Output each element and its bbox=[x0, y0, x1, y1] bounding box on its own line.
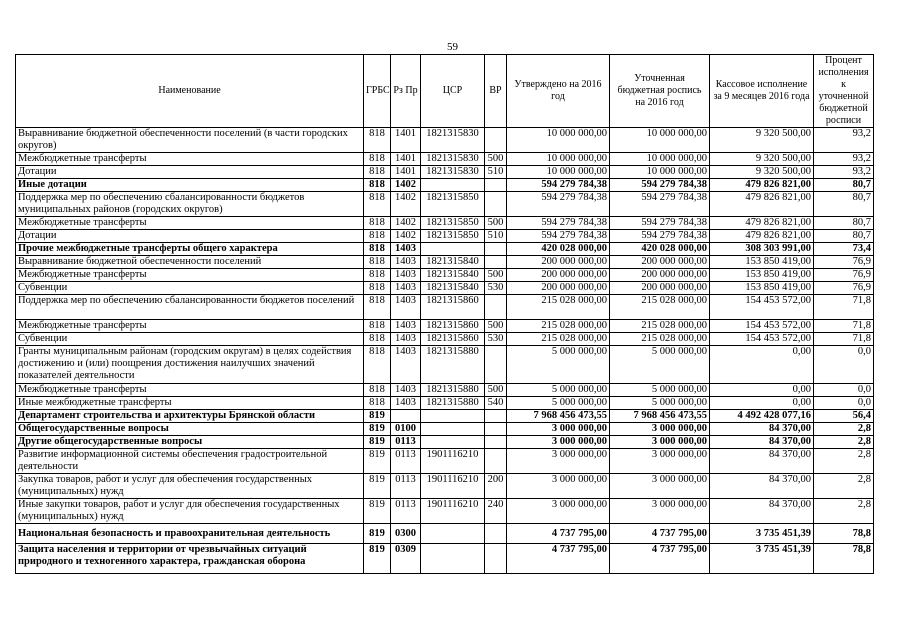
cell-percent: 93,2 bbox=[814, 166, 874, 179]
cell-csr: 1821315860 bbox=[421, 333, 485, 346]
cell-grbs: 819 bbox=[364, 423, 391, 436]
cell-csr bbox=[421, 410, 485, 423]
cell-percent: 80,7 bbox=[814, 179, 874, 192]
cell-approved: 200 000 000,00 bbox=[507, 282, 610, 295]
cell-grbs: 818 bbox=[364, 153, 391, 166]
cell-percent: 73,4 bbox=[814, 243, 874, 256]
cell-approved: 200 000 000,00 bbox=[507, 256, 610, 269]
table-row bbox=[16, 153, 874, 166]
cell-grbs: 819 bbox=[364, 499, 391, 524]
cell-percent: 76,9 bbox=[814, 256, 874, 269]
table-row bbox=[16, 230, 874, 243]
cell-percent: 78,8 bbox=[814, 544, 874, 574]
header-name: Наименование bbox=[16, 55, 364, 128]
cell-approved: 7 968 456 473,55 bbox=[507, 410, 610, 423]
cell-rzpr: 1403 bbox=[391, 384, 421, 397]
cell-vr bbox=[485, 192, 507, 217]
cell-rzpr: 0309 bbox=[391, 544, 421, 574]
cell-refined: 5 000 000,00 bbox=[610, 384, 710, 397]
cell-name: Субвенции bbox=[16, 282, 364, 295]
table-row bbox=[16, 128, 874, 153]
cell-cash: 84 370,00 bbox=[710, 449, 814, 474]
table-row bbox=[16, 295, 874, 320]
cell-csr bbox=[421, 524, 485, 544]
table-row bbox=[16, 269, 874, 282]
cell-vr bbox=[485, 256, 507, 269]
cell-approved: 3 000 000,00 bbox=[507, 423, 610, 436]
cell-refined: 594 279 784,38 bbox=[610, 230, 710, 243]
cell-grbs: 819 bbox=[364, 436, 391, 449]
cell-grbs: 819 bbox=[364, 524, 391, 544]
cell-rzpr: 1403 bbox=[391, 243, 421, 256]
cell-percent: 80,7 bbox=[814, 192, 874, 217]
cell-grbs: 818 bbox=[364, 384, 391, 397]
cell-cash: 154 453 572,00 bbox=[710, 333, 814, 346]
table-row bbox=[16, 524, 874, 544]
cell-percent: 93,2 bbox=[814, 153, 874, 166]
header-grbs: ГРБС bbox=[364, 55, 391, 128]
cell-vr: 240 bbox=[485, 499, 507, 524]
cell-grbs: 818 bbox=[364, 320, 391, 333]
cell-csr: 1821315850 bbox=[421, 217, 485, 230]
cell-vr bbox=[485, 410, 507, 423]
cell-cash: 84 370,00 bbox=[710, 499, 814, 524]
cell-csr bbox=[421, 436, 485, 449]
cell-refined: 215 028 000,00 bbox=[610, 320, 710, 333]
cell-vr: 510 bbox=[485, 230, 507, 243]
cell-rzpr: 1403 bbox=[391, 320, 421, 333]
cell-refined: 3 000 000,00 bbox=[610, 423, 710, 436]
cell-approved: 10 000 000,00 bbox=[507, 166, 610, 179]
table-row bbox=[16, 243, 874, 256]
cell-percent: 2,8 bbox=[814, 436, 874, 449]
cell-grbs: 818 bbox=[364, 282, 391, 295]
cell-approved: 4 737 795,00 bbox=[507, 544, 610, 574]
cell-refined: 5 000 000,00 bbox=[610, 397, 710, 410]
cell-refined: 200 000 000,00 bbox=[610, 282, 710, 295]
cell-csr: 1821315840 bbox=[421, 282, 485, 295]
cell-grbs: 818 bbox=[364, 295, 391, 320]
cell-rzpr: 0300 bbox=[391, 524, 421, 544]
cell-percent: 2,8 bbox=[814, 423, 874, 436]
cell-cash: 154 453 572,00 bbox=[710, 320, 814, 333]
cell-vr: 530 bbox=[485, 333, 507, 346]
cell-rzpr: 1403 bbox=[391, 269, 421, 282]
cell-grbs: 818 bbox=[364, 243, 391, 256]
cell-refined: 200 000 000,00 bbox=[610, 269, 710, 282]
cell-refined: 5 000 000,00 bbox=[610, 346, 710, 384]
cell-csr: 1901116210 bbox=[421, 499, 485, 524]
cell-percent: 2,8 bbox=[814, 449, 874, 474]
cell-csr: 1821315850 bbox=[421, 192, 485, 217]
cell-rzpr: 1403 bbox=[391, 333, 421, 346]
cell-csr bbox=[421, 423, 485, 436]
cell-vr bbox=[485, 346, 507, 384]
cell-name: Межбюджетные трансферты bbox=[16, 153, 364, 166]
cell-cash: 154 453 572,00 bbox=[710, 295, 814, 320]
cell-approved: 10 000 000,00 bbox=[507, 153, 610, 166]
cell-cash: 153 850 419,00 bbox=[710, 269, 814, 282]
cell-name: Иные межбюджетные трансферты bbox=[16, 397, 364, 410]
table-row bbox=[16, 423, 874, 436]
cell-cash: 153 850 419,00 bbox=[710, 256, 814, 269]
cell-approved: 3 000 000,00 bbox=[507, 449, 610, 474]
cell-rzpr: 1402 bbox=[391, 179, 421, 192]
cell-name: Межбюджетные трансферты bbox=[16, 269, 364, 282]
cell-csr bbox=[421, 179, 485, 192]
cell-rzpr bbox=[391, 410, 421, 423]
cell-approved: 5 000 000,00 bbox=[507, 397, 610, 410]
cell-approved: 5 000 000,00 bbox=[507, 384, 610, 397]
table-row bbox=[16, 449, 874, 474]
cell-percent: 2,8 bbox=[814, 499, 874, 524]
cell-vr bbox=[485, 524, 507, 544]
cell-refined: 10 000 000,00 bbox=[610, 166, 710, 179]
cell-percent: 2,8 bbox=[814, 474, 874, 499]
cell-cash: 84 370,00 bbox=[710, 474, 814, 499]
cell-cash: 479 826 821,00 bbox=[710, 179, 814, 192]
cell-csr: 1821315830 bbox=[421, 153, 485, 166]
table-row bbox=[16, 474, 874, 499]
cell-name: Выравнивание бюджетной обеспеченности поселений bbox=[16, 256, 364, 269]
cell-csr: 1821315830 bbox=[421, 128, 485, 153]
cell-rzpr: 1403 bbox=[391, 397, 421, 410]
cell-name: Общегосударственные вопросы bbox=[16, 423, 364, 436]
cell-rzpr: 0113 bbox=[391, 499, 421, 524]
cell-approved: 3 000 000,00 bbox=[507, 499, 610, 524]
table-row bbox=[16, 436, 874, 449]
cell-rzpr: 1403 bbox=[391, 295, 421, 320]
cell-refined: 7 968 456 473,55 bbox=[610, 410, 710, 423]
cell-name: Гранты муниципальным районам (городским округам) в целях содействия достижению и (или) поощрения достижения наилучших значений показателей деятельности bbox=[16, 346, 364, 384]
cell-csr: 1821315860 bbox=[421, 320, 485, 333]
cell-grbs: 819 bbox=[364, 474, 391, 499]
cell-grbs: 818 bbox=[364, 128, 391, 153]
cell-csr: 1821315830 bbox=[421, 166, 485, 179]
table-row bbox=[16, 256, 874, 269]
cell-name: Поддержка мер по обеспечению сбалансированности бюджетов муниципальных районов (городских округов) bbox=[16, 192, 364, 217]
cell-approved: 594 279 784,38 bbox=[507, 217, 610, 230]
cell-refined: 3 000 000,00 bbox=[610, 449, 710, 474]
cell-vr bbox=[485, 179, 507, 192]
cell-rzpr: 0113 bbox=[391, 474, 421, 499]
cell-cash: 84 370,00 bbox=[710, 423, 814, 436]
cell-approved: 215 028 000,00 bbox=[507, 295, 610, 320]
cell-grbs: 818 bbox=[364, 166, 391, 179]
cell-approved: 5 000 000,00 bbox=[507, 346, 610, 384]
cell-percent: 78,8 bbox=[814, 524, 874, 544]
cell-cash: 4 492 428 077,16 bbox=[710, 410, 814, 423]
table-row bbox=[16, 282, 874, 295]
cell-refined: 10 000 000,00 bbox=[610, 128, 710, 153]
cell-name: Межбюджетные трансферты bbox=[16, 384, 364, 397]
cell-rzpr: 1401 bbox=[391, 153, 421, 166]
cell-vr: 500 bbox=[485, 217, 507, 230]
table-row bbox=[16, 499, 874, 524]
header-csr: ЦСР bbox=[421, 55, 485, 128]
cell-rzpr: 1402 bbox=[391, 192, 421, 217]
cell-grbs: 818 bbox=[364, 256, 391, 269]
cell-name: Защита населения и территории от чрезвычайных ситуаций природного и техногенного характера, гражданская оборона bbox=[16, 544, 364, 574]
cell-percent: 0,0 bbox=[814, 384, 874, 397]
cell-grbs: 818 bbox=[364, 192, 391, 217]
cell-name: Дотации bbox=[16, 230, 364, 243]
cell-refined: 215 028 000,00 bbox=[610, 333, 710, 346]
cell-vr: 510 bbox=[485, 166, 507, 179]
cell-name: Поддержка мер по обеспечению сбалансированности бюджетов поселений bbox=[16, 295, 364, 320]
cell-csr bbox=[421, 544, 485, 574]
header-approved: Утверждено на 2016 год bbox=[507, 55, 610, 128]
cell-vr: 530 bbox=[485, 282, 507, 295]
cell-cash: 0,00 bbox=[710, 384, 814, 397]
cell-percent: 76,9 bbox=[814, 269, 874, 282]
cell-approved: 215 028 000,00 bbox=[507, 320, 610, 333]
cell-refined: 3 000 000,00 bbox=[610, 499, 710, 524]
cell-approved: 594 279 784,38 bbox=[507, 192, 610, 217]
cell-approved: 200 000 000,00 bbox=[507, 269, 610, 282]
cell-cash: 9 320 500,00 bbox=[710, 128, 814, 153]
cell-csr: 1901116210 bbox=[421, 449, 485, 474]
cell-refined: 215 028 000,00 bbox=[610, 295, 710, 320]
table-row bbox=[16, 397, 874, 410]
cell-vr: 500 bbox=[485, 384, 507, 397]
cell-percent: 76,9 bbox=[814, 282, 874, 295]
table-row bbox=[16, 346, 874, 384]
cell-cash: 0,00 bbox=[710, 397, 814, 410]
cell-approved: 10 000 000,00 bbox=[507, 128, 610, 153]
header-percent: Процент исполнения к уточненной бюджетной росписи bbox=[814, 55, 874, 128]
cell-refined: 3 000 000,00 bbox=[610, 474, 710, 499]
cell-csr: 1821315850 bbox=[421, 230, 485, 243]
cell-rzpr: 1402 bbox=[391, 230, 421, 243]
cell-grbs: 818 bbox=[364, 269, 391, 282]
cell-name: Межбюджетные трансферты bbox=[16, 217, 364, 230]
cell-csr: 1821315880 bbox=[421, 384, 485, 397]
cell-vr bbox=[485, 128, 507, 153]
cell-cash: 479 826 821,00 bbox=[710, 230, 814, 243]
cell-refined: 4 737 795,00 bbox=[610, 544, 710, 574]
cell-grbs: 818 bbox=[364, 230, 391, 243]
cell-cash: 3 735 451,39 bbox=[710, 544, 814, 574]
cell-csr: 1821315840 bbox=[421, 256, 485, 269]
cell-name: Департамент строительства и архитектуры Брянской области bbox=[16, 410, 364, 423]
table-row bbox=[16, 217, 874, 230]
cell-rzpr: 1403 bbox=[391, 346, 421, 384]
cell-name: Развитие информационной системы обеспечения градостроительной деятельности bbox=[16, 449, 364, 474]
cell-cash: 84 370,00 bbox=[710, 436, 814, 449]
cell-csr bbox=[421, 243, 485, 256]
header-row bbox=[16, 55, 874, 128]
cell-approved: 3 000 000,00 bbox=[507, 436, 610, 449]
cell-refined: 10 000 000,00 bbox=[610, 153, 710, 166]
table-row bbox=[16, 544, 874, 574]
cell-approved: 594 279 784,38 bbox=[507, 230, 610, 243]
cell-refined: 420 028 000,00 bbox=[610, 243, 710, 256]
cell-rzpr: 1401 bbox=[391, 128, 421, 153]
cell-cash: 479 826 821,00 bbox=[710, 217, 814, 230]
cell-name: Прочие межбюджетные трансферты общего характера bbox=[16, 243, 364, 256]
cell-grbs: 818 bbox=[364, 179, 391, 192]
table-row bbox=[16, 410, 874, 423]
cell-name: Выравнивание бюджетной обеспеченности поселений (в части городских округов) bbox=[16, 128, 364, 153]
budget-table bbox=[15, 54, 874, 574]
cell-vr bbox=[485, 295, 507, 320]
cell-grbs: 818 bbox=[364, 217, 391, 230]
table-row bbox=[16, 320, 874, 333]
cell-refined: 3 000 000,00 bbox=[610, 436, 710, 449]
table-body bbox=[16, 128, 874, 574]
cell-name: Иные закупки товаров, работ и услуг для обеспечения государственных (муниципальных) нужд bbox=[16, 499, 364, 524]
cell-percent: 56,4 bbox=[814, 410, 874, 423]
cell-approved: 215 028 000,00 bbox=[507, 333, 610, 346]
cell-grbs: 819 bbox=[364, 410, 391, 423]
cell-percent: 80,7 bbox=[814, 230, 874, 243]
cell-rzpr: 0100 bbox=[391, 423, 421, 436]
cell-name: Закупка товаров, работ и услуг для обеспечения государственных (муниципальных) нужд bbox=[16, 474, 364, 499]
cell-grbs: 819 bbox=[364, 544, 391, 574]
cell-name: Иные дотации bbox=[16, 179, 364, 192]
cell-csr: 1901116210 bbox=[421, 474, 485, 499]
header-vr: ВР bbox=[485, 55, 507, 128]
cell-percent: 0,0 bbox=[814, 397, 874, 410]
cell-name: Субвенции bbox=[16, 333, 364, 346]
cell-name: Дотации bbox=[16, 166, 364, 179]
cell-vr bbox=[485, 544, 507, 574]
cell-refined: 200 000 000,00 bbox=[610, 256, 710, 269]
cell-csr: 1821315840 bbox=[421, 269, 485, 282]
header-refined: Уточненная бюджетная роспись на 2016 год bbox=[610, 55, 710, 128]
cell-rzpr: 1401 bbox=[391, 166, 421, 179]
cell-vr: 500 bbox=[485, 153, 507, 166]
table-row bbox=[16, 179, 874, 192]
table-row bbox=[16, 333, 874, 346]
cell-refined: 594 279 784,38 bbox=[610, 192, 710, 217]
cell-percent: 71,8 bbox=[814, 333, 874, 346]
cell-vr bbox=[485, 423, 507, 436]
table-row bbox=[16, 166, 874, 179]
cell-name: Другие общегосударственные вопросы bbox=[16, 436, 364, 449]
cell-rzpr: 0113 bbox=[391, 449, 421, 474]
cell-percent: 71,8 bbox=[814, 320, 874, 333]
page-number: 59 bbox=[447, 41, 458, 53]
cell-cash: 308 303 991,00 bbox=[710, 243, 814, 256]
cell-csr: 1821315880 bbox=[421, 397, 485, 410]
cell-percent: 71,8 bbox=[814, 295, 874, 320]
cell-rzpr: 1403 bbox=[391, 282, 421, 295]
cell-cash: 9 320 500,00 bbox=[710, 166, 814, 179]
cell-approved: 4 737 795,00 bbox=[507, 524, 610, 544]
cell-rzpr: 1403 bbox=[391, 256, 421, 269]
cell-name: Межбюджетные трансферты bbox=[16, 320, 364, 333]
cell-approved: 3 000 000,00 bbox=[507, 474, 610, 499]
cell-cash: 479 826 821,00 bbox=[710, 192, 814, 217]
cell-refined: 594 279 784,38 bbox=[610, 179, 710, 192]
cell-percent: 0,0 bbox=[814, 346, 874, 384]
cell-grbs: 818 bbox=[364, 397, 391, 410]
table-row bbox=[16, 192, 874, 217]
cell-approved: 420 028 000,00 bbox=[507, 243, 610, 256]
cell-csr: 1821315860 bbox=[421, 295, 485, 320]
cell-vr bbox=[485, 449, 507, 474]
header-rzpr: Рз Пр bbox=[391, 55, 421, 128]
cell-cash: 153 850 419,00 bbox=[710, 282, 814, 295]
cell-percent: 93,2 bbox=[814, 128, 874, 153]
cell-approved: 594 279 784,38 bbox=[507, 179, 610, 192]
cell-vr bbox=[485, 436, 507, 449]
cell-grbs: 818 bbox=[364, 333, 391, 346]
cell-csr: 1821315880 bbox=[421, 346, 485, 384]
cell-rzpr: 0113 bbox=[391, 436, 421, 449]
cell-vr: 200 bbox=[485, 474, 507, 499]
cell-grbs: 818 bbox=[364, 346, 391, 384]
cell-grbs: 819 bbox=[364, 449, 391, 474]
cell-vr bbox=[485, 243, 507, 256]
cell-cash: 3 735 451,39 bbox=[710, 524, 814, 544]
cell-refined: 594 279 784,38 bbox=[610, 217, 710, 230]
cell-vr: 540 bbox=[485, 397, 507, 410]
header-cash: Кассовое исполнение за 9 месяцев 2016 года bbox=[710, 55, 814, 128]
cell-refined: 4 737 795,00 bbox=[610, 524, 710, 544]
cell-percent: 80,7 bbox=[814, 217, 874, 230]
cell-vr: 500 bbox=[485, 320, 507, 333]
cell-vr: 500 bbox=[485, 269, 507, 282]
cell-rzpr: 1402 bbox=[391, 217, 421, 230]
cell-name: Национальная безопасность и правоохранительная деятельность bbox=[16, 524, 364, 544]
table-row bbox=[16, 384, 874, 397]
cell-cash: 0,00 bbox=[710, 346, 814, 384]
cell-cash: 9 320 500,00 bbox=[710, 153, 814, 166]
